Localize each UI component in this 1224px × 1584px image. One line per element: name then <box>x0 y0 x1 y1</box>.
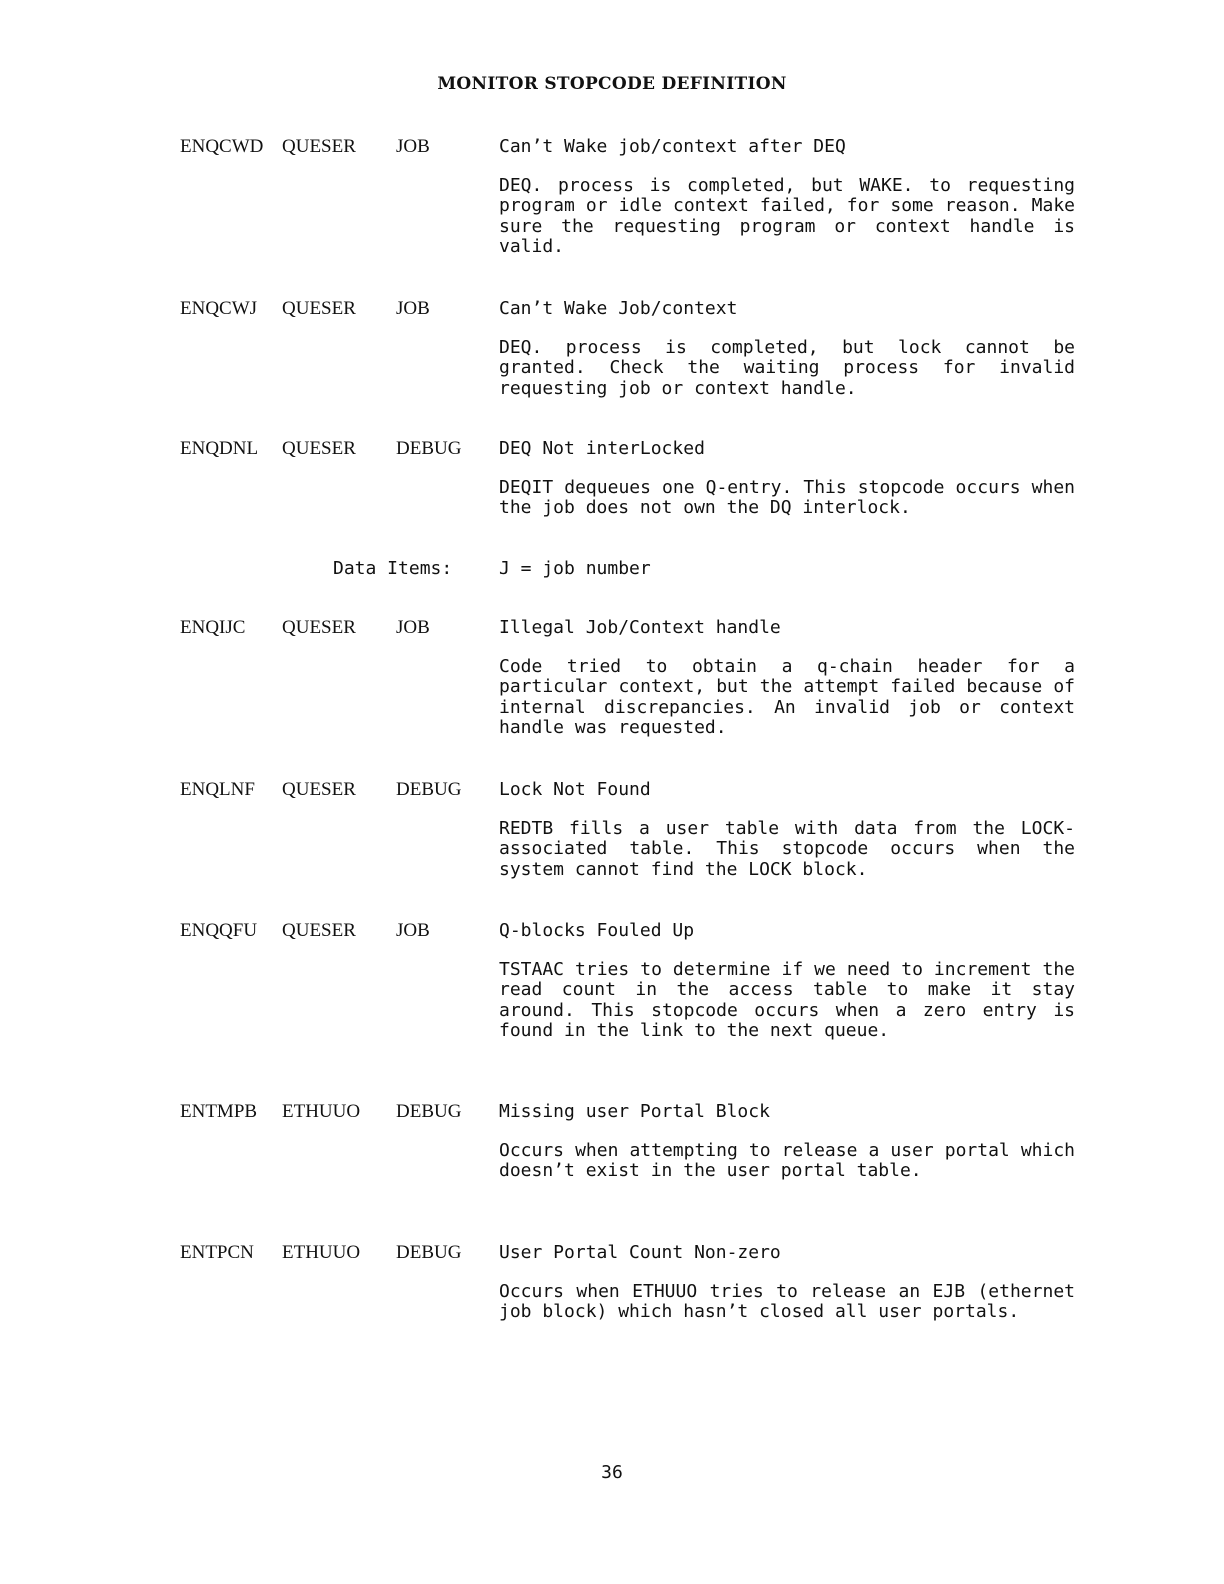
stopcode-module: QUESER <box>282 298 356 319</box>
stopcode-title: DEQ Not interLocked <box>499 438 705 459</box>
stopcode-description: Occurs when attempting to release a user portal which doesn’t exist in the user portal table. <box>499 1140 1075 1182</box>
stopcode-name: ENTMPB <box>180 1101 258 1122</box>
stopcode-action: DEBUG <box>396 1101 462 1122</box>
stopcode-name: ENQQFU <box>180 920 258 941</box>
stopcode-module: ETHUUO <box>282 1101 361 1122</box>
data-items-label: Data Items: <box>333 558 453 579</box>
stopcode-action: DEBUG <box>396 438 462 459</box>
stopcode-action: JOB <box>396 136 430 157</box>
stopcode-action: DEBUG <box>396 779 462 800</box>
stopcode-description: DEQ. process is completed, but lock cannot be granted. Check the waiting process for invalid requesting job or context handle. <box>499 337 1075 399</box>
data-items-value: J = job number <box>499 558 651 579</box>
stopcode-title: Can’t Wake Job/context <box>499 298 738 319</box>
stopcode-title: Q-blocks Fouled Up <box>499 920 695 941</box>
stopcode-description: TSTAAC tries to determine if we need to increment the read count in the access table to make it stay around. This stopcode occurs when a zero entry is found in the link to the next queue. <box>499 959 1075 1041</box>
stopcode-module: QUESER <box>282 920 356 941</box>
page-number: 36 <box>601 1462 623 1483</box>
stopcode-name: ENQCWD <box>180 136 264 157</box>
stopcode-action: DEBUG <box>396 1242 462 1263</box>
stopcode-name: ENQIJC <box>180 617 246 638</box>
stopcode-name: ENQDNL <box>180 438 259 459</box>
stopcode-name: ENQCWJ <box>180 298 258 319</box>
stopcode-module: QUESER <box>282 438 356 459</box>
stopcode-description: DEQIT dequeues one Q-entry. This stopcode occurs when the job does not own the DQ interlock. <box>499 477 1075 519</box>
stopcode-module: QUESER <box>282 779 356 800</box>
stopcode-description: Occurs when ETHUUO tries to release an EJB (ethernet job block) which hasn’t closed all user portals. <box>499 1281 1075 1323</box>
stopcode-title: Missing user Portal Block <box>499 1101 770 1122</box>
stopcode-name: ENTPCN <box>180 1242 254 1263</box>
stopcode-title: Illegal Job/Context handle <box>499 617 781 638</box>
page-title: MONITOR STOPCODE DEFINITION <box>437 74 787 94</box>
stopcode-action: JOB <box>396 920 430 941</box>
stopcode-description: REDTB fills a user table with data from the LOCK-associated table. This stopcode occurs when the system cannot find the LOCK block. <box>499 818 1075 880</box>
stopcode-description: Code tried to obtain a q-chain header for a particular context, but the attempt failed because of internal discrepancies. An invalid job or context handle was requested. <box>499 656 1075 738</box>
stopcode-module: ETHUUO <box>282 1242 361 1263</box>
stopcode-description: DEQ. process is completed, but WAKE. to requesting program or idle context failed, for some reason. Make sure the requesting program or context handle is valid. <box>499 175 1075 257</box>
stopcode-title: Lock Not Found <box>499 779 651 800</box>
stopcode-module: QUESER <box>282 136 356 157</box>
stopcode-title: Can’t Wake job/context after DEQ <box>499 136 846 157</box>
stopcode-title: User Portal Count Non-zero <box>499 1242 781 1263</box>
stopcode-action: JOB <box>396 298 430 319</box>
stopcode-name: ENQLNF <box>180 779 255 800</box>
stopcode-module: QUESER <box>282 617 356 638</box>
stopcode-action: JOB <box>396 617 430 638</box>
